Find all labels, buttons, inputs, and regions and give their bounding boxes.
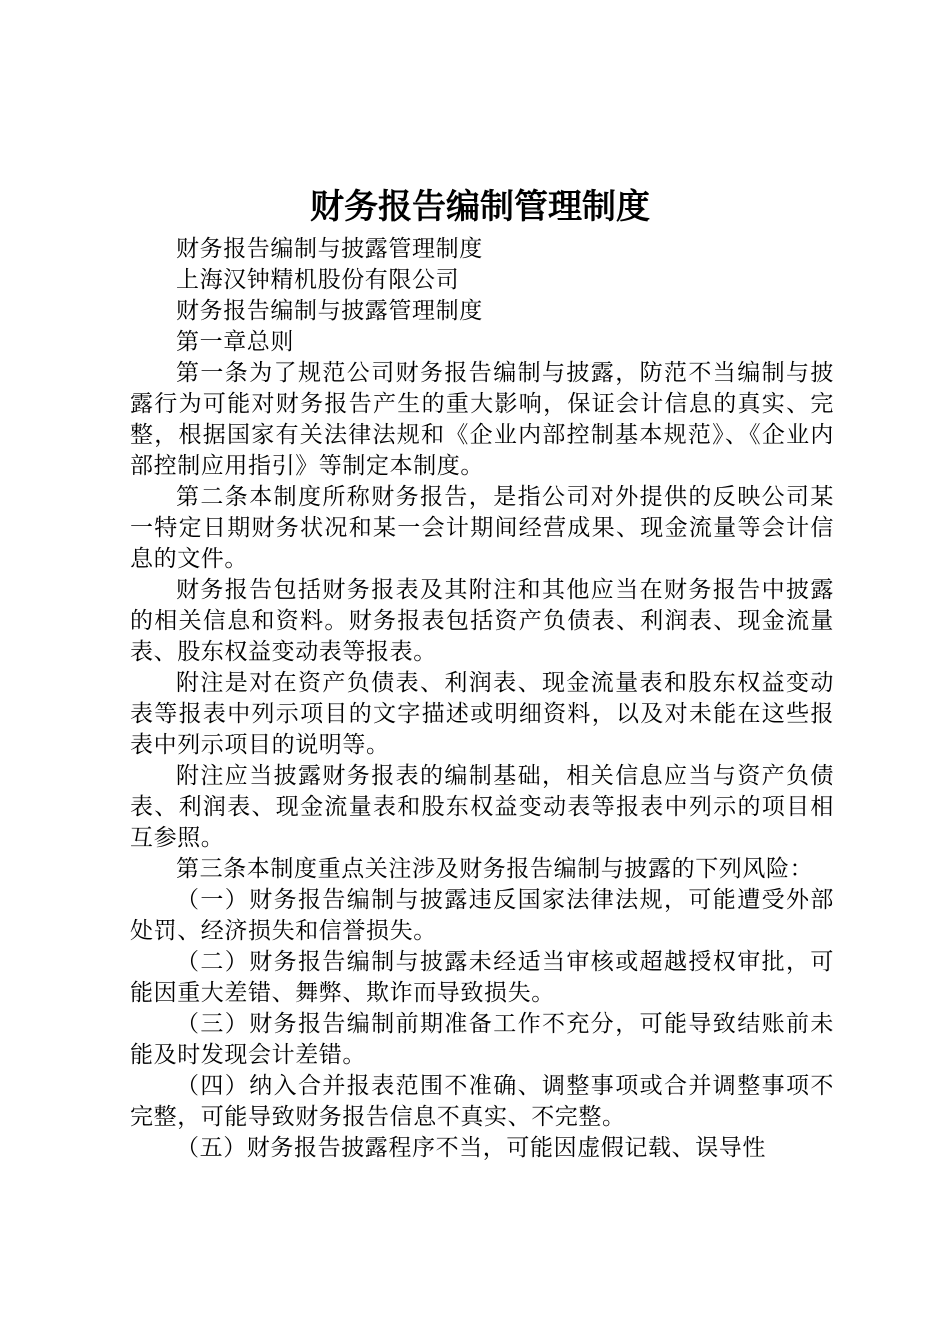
- article-2: 第二条本制度所称财务报告，是指公司对外提供的反映公司某一特定日期财务状况和某一会计期间经营成果、现金流量等会计信息的文件。: [130, 484, 834, 572]
- article-3: 第三条本制度重点关注涉及财务报告编制与披露的下列风险：: [176, 856, 814, 882]
- document-title: 财务报告编制管理制度: [310, 187, 650, 227]
- paragraph-report-contents: 财务报告包括财务报表及其附注和其他应当在财务报告中披露的相关信息和资料。财务报表包括资产负债表、利润表、现金流量表、股东权益变动表等报表。: [130, 577, 834, 665]
- paragraph-subtitle: 财务报告编制与披露管理制度: [176, 236, 483, 262]
- risk-item-5: （五）财务报告披露程序不当，可能因虚假记载、误导性: [176, 1135, 766, 1161]
- paragraph-subtitle-repeat: 财务报告编制与披露管理制度: [176, 298, 483, 324]
- paragraph-notes-disclosure: 附注应当披露财务报表的编制基础，相关信息应当与资产负债表、利润表、现金流量表和股东权益变动表等报表中列示的项目相互参照。: [130, 763, 834, 851]
- paragraph-company-name: 上海汉钟精机股份有限公司: [176, 267, 460, 293]
- chapter-heading: 第一章总则: [176, 329, 294, 355]
- risk-item-3: （三）财务报告编制前期准备工作不充分，可能导致结账前未能及时发现会计差错。: [130, 1011, 834, 1068]
- paragraph-notes-definition: 附注是对在资产负债表、利润表、现金流量表和股东权益变动表等报表中列示项目的文字描述或明细资料，以及对未能在这些报表中列示项目的说明等。: [130, 670, 834, 758]
- risk-item-2: （二）财务报告编制与披露未经适当审核或超越授权审批，可能因重大差错、舞弊、欺诈而导致损失。: [130, 949, 834, 1006]
- document-body: [130, 234, 834, 1164]
- risk-item-1: （一）财务报告编制与披露违反国家法律法规，可能遭受外部处罚、经济损失和信誉损失。: [130, 887, 834, 944]
- risk-item-4: （四）纳入合并报表范围不准确、调整事项或合并调整事项不完整，可能导致财务报告信息不真实、不完整。: [130, 1073, 834, 1130]
- article-1: 第一条为了规范公司财务报告编制与披露，防范不当编制与披露行为可能对财务报告产生的重大影响，保证会计信息的真实、完整，根据国家有关法律法规和《企业内部控制基本规范》、《企业内部控制应用指引》等制定本制度。: [130, 360, 834, 479]
